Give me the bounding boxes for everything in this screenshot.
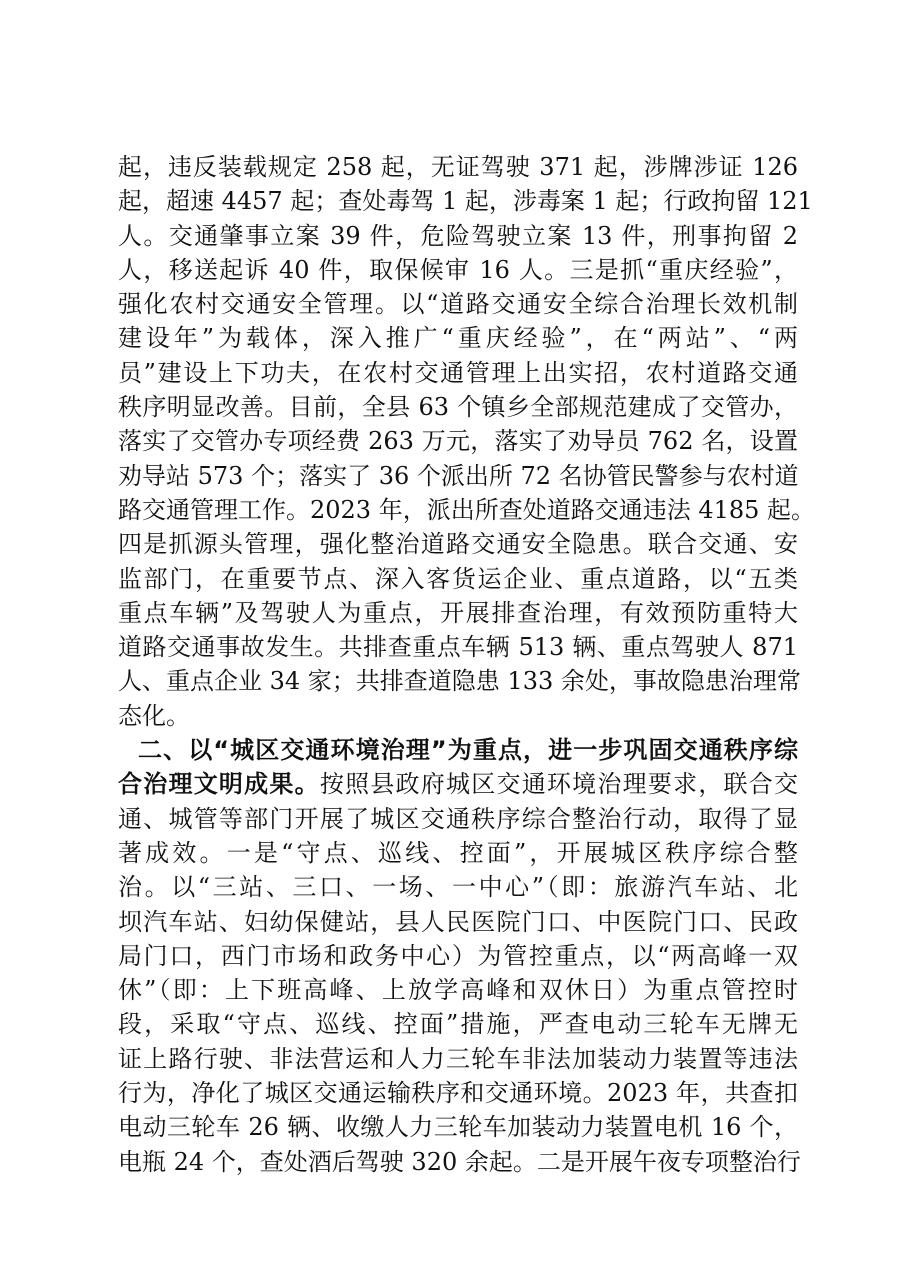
text-line: 监部门，在重要节点、深入客货运企业、重点道路，以“五类 (118, 564, 798, 593)
text-line: 电瓶 24 个，查处酒后驾驶 320 余起。二是开展午夜专项整治行 (118, 1147, 801, 1176)
paragraph-1 (118, 150, 816, 733)
text-line: 段，采取“守点、巡线、控面”措施，严查电动三轮车无牌无 (118, 1010, 798, 1039)
text-line: 态化。 (118, 701, 190, 730)
text-line: 员”建设上下功夫，在农村交通管理上出实招，农村道路交通 (118, 358, 798, 387)
text-line: 秩序明显改善。目前，全县 63 个镇乡全部规范建成了交管办， (118, 393, 798, 422)
text-line: 起，违反装载规定 258 起，无证驾驶 371 起，涉牌涉证 126 (118, 153, 798, 181)
text-line: 路交通管理工作。2023 年，派出所查处道路交通违法 4185 起。 (118, 495, 816, 524)
text-line: 道路交通事故发生。共排查重点车辆 513 辆、重点驾驶人 871 (118, 633, 798, 662)
paragraph-2 (118, 733, 801, 1179)
text-line: 人。交通肇事立案 39 件，危险驾驶立案 13 件，刑事拘留 2 (118, 221, 798, 250)
text-line: 人、重点企业 34 家；共排查道隐患 133 余处，事故隐患治理常 (118, 667, 801, 696)
text-line (118, 767, 798, 801)
text-line: 坝汽车站、妇幼保健站，县人民医院门口、中医院门口、民政 (118, 907, 798, 936)
text-line: 著成效。一是“守点、巡线、控面”，开展城区秩序综合整 (118, 838, 798, 867)
text-line: 证上路行驶、非法营运和人力三轮车非法加装动力装置等违法 (118, 1044, 798, 1073)
document-page (118, 150, 816, 1179)
text-line: 人，移送起诉 40 件，取保候审 16 人。三是抓“重庆经验”， (118, 255, 798, 284)
section-heading: 二、以“城区交通环境治理”为重点，进一步巩固交通秩序综 (138, 736, 798, 765)
text-line: 电动三轮车 26 辆、收缴人力三轮车加装动力装置电机 16 个， (118, 1113, 798, 1142)
text-line: 落实了交管办专项经费 263 万元，落实了劝导员 762 名，设置 (118, 427, 798, 456)
text-line: 休”（即：上下班高峰、上放学高峰和双休日）为重点管控时 (118, 976, 798, 1005)
text-line: 建设年”为载体，深入推广“重庆经验”，在“两站”、“两 (118, 324, 798, 353)
text-line: 强化农村交通安全管理。以“道路交通安全综合治理长效机制 (118, 290, 798, 319)
text-line: 劝导站 573 个；落实了 36 个派出所 72 名协管民警参与农村道 (118, 461, 799, 490)
text-line: 行为，净化了城区交通运输秩序和交通环境。2023 年，共查扣 (118, 1079, 798, 1108)
text-line: 通、城管等部门开展了城区交通秩序综合整治行动，取得了显 (118, 804, 798, 833)
text-line: 四是抓源头管理，强化整治道路交通安全隐患。联合交通、安 (118, 530, 798, 559)
text-segment: 按照县政府城区交通环境治理要求，联合交 (319, 770, 799, 799)
text-line: 重点车辆”及驾驶人为重点，开展排查治理，有效预防重特大 (118, 598, 798, 627)
section-heading-continuation: 合治理文明成果。 (118, 770, 320, 799)
text-line: 治。以“三站、三口、一场、一中心”（即：旅游汽车站、北 (118, 873, 798, 902)
text-line: 起，超速 4457 起；查处毒驾 1 起，涉毒案 1 起；行政拘留 121 (118, 187, 813, 216)
text-line: 局门口，西门市场和政务中心）为管控重点，以“两高峰一双 (118, 941, 798, 970)
